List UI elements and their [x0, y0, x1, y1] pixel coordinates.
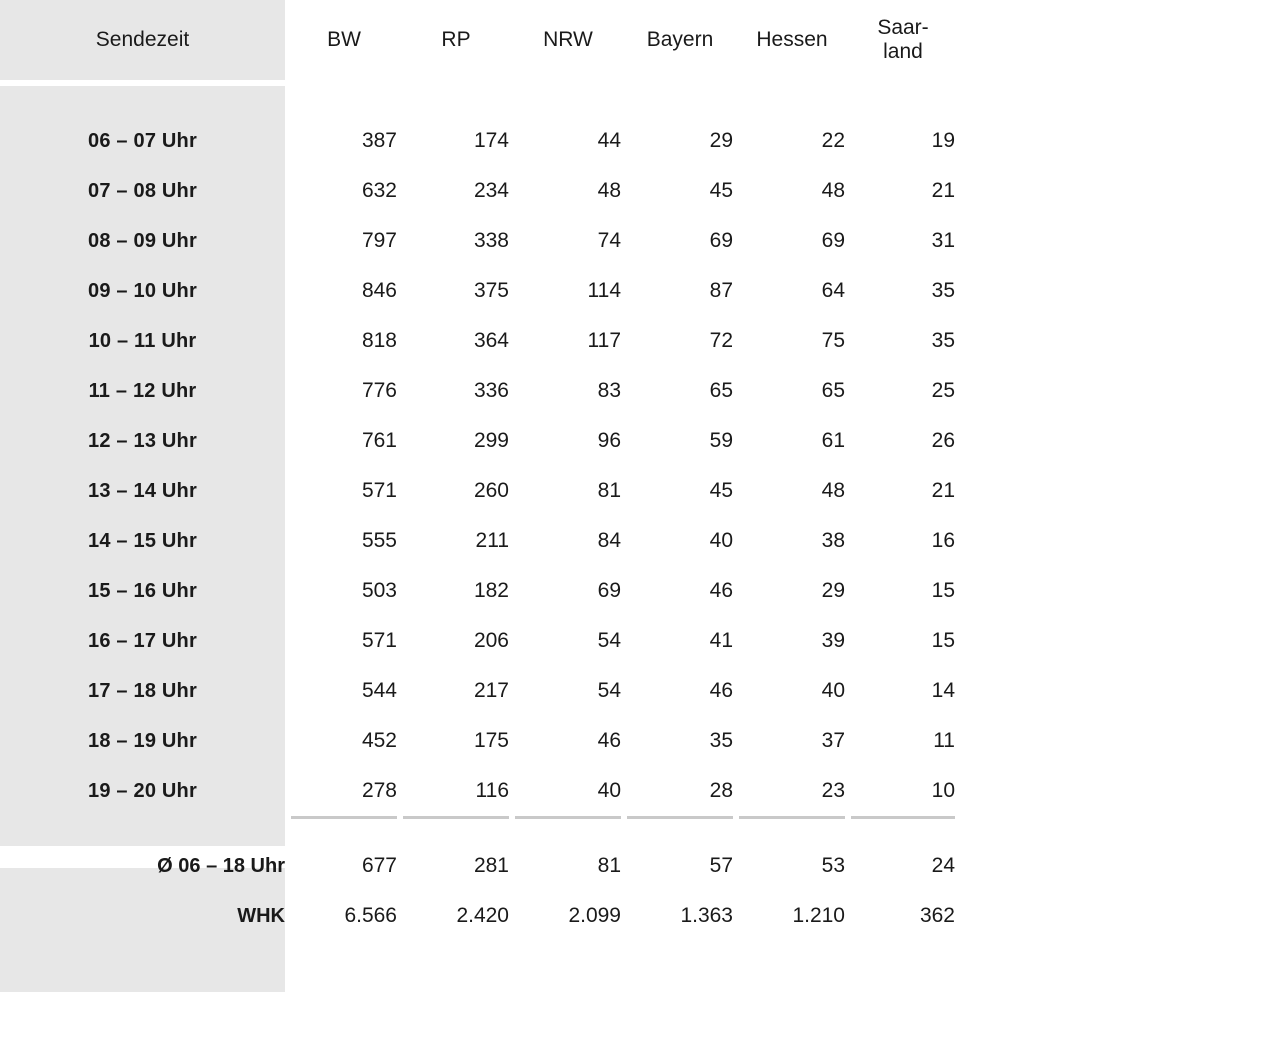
- table-row: [0, 466, 955, 516]
- table-cell-value: 31: [848, 216, 955, 266]
- row-label: 10 – 11 Uhr: [88, 329, 197, 352]
- header-gap-cell-values: [288, 80, 955, 116]
- table-cell-value: 117: [512, 316, 624, 366]
- table-cell-value: 65: [736, 366, 848, 416]
- table-cell-value: 114: [512, 266, 624, 316]
- table-row: [0, 566, 955, 616]
- summary-cell-value: 2.099: [512, 891, 624, 941]
- summary-cell-value: 53: [736, 841, 848, 891]
- table-cell-value: 375: [400, 266, 512, 316]
- table-cell-value: 818: [288, 316, 400, 366]
- table-cell-value: 35: [848, 266, 955, 316]
- row-label: 09 – 10 Uhr: [88, 279, 197, 302]
- row-label: 19 – 20 Uhr: [88, 780, 197, 803]
- column-header-nrw: NRW: [512, 0, 624, 80]
- table-cell-value: 776: [288, 366, 400, 416]
- table-cell-value: 571: [288, 616, 400, 666]
- table-cell-value: 11: [848, 716, 955, 766]
- row-label: 06 – 07 Uhr: [88, 129, 197, 152]
- row-label: 13 – 14 Uhr: [88, 479, 197, 502]
- row-label: 11 – 12 Uhr: [88, 379, 197, 402]
- table-cell-value: 46: [624, 666, 736, 716]
- table-cell-value: 26: [848, 416, 955, 466]
- summary-cell-value: 24: [848, 841, 955, 891]
- table-cell-value: 54: [512, 666, 624, 716]
- table-row: [0, 716, 955, 766]
- table-cell-value: 40: [624, 516, 736, 566]
- column-header-saarland-line1: Saar-: [877, 15, 929, 39]
- table-cell-value: 48: [736, 166, 848, 216]
- table-cell-value: 48: [512, 166, 624, 216]
- table-cell-value: 387: [288, 116, 400, 166]
- table-cell-value: 29: [736, 566, 848, 616]
- table-cell-value: 46: [512, 716, 624, 766]
- table-cell-value: 338: [400, 216, 512, 266]
- table-cell-value: 25: [848, 366, 955, 416]
- table-header-row: [0, 0, 955, 80]
- table-cell-value: 211: [400, 516, 512, 566]
- table-cell-value: 182: [400, 566, 512, 616]
- table-cell-value: 37: [736, 716, 848, 766]
- table-cell-value: 69: [736, 216, 848, 266]
- row-label: 15 – 16 Uhr: [88, 579, 197, 602]
- summary-cell-value: 362: [848, 891, 955, 941]
- table-cell-value: 65: [624, 366, 736, 416]
- table-cell-value: 45: [624, 166, 736, 216]
- summary-cell-value: 81: [512, 841, 624, 891]
- table-cell-value: 59: [624, 416, 736, 466]
- table-cell-value: 234: [400, 166, 512, 216]
- table-row: [0, 416, 955, 466]
- table-cell-value: 44: [512, 116, 624, 166]
- table-cell-value: 217: [400, 666, 512, 716]
- table-cell-value: 555: [288, 516, 400, 566]
- table-cell-value: 175: [400, 716, 512, 766]
- table-cell-value: 81: [512, 466, 624, 516]
- summary-cell-value: 6.566: [288, 891, 400, 941]
- row-label: 14 – 15 Uhr: [88, 529, 197, 552]
- summary-row-label: WHK: [237, 904, 285, 927]
- table-body: [0, 80, 955, 941]
- table-separator-line: [288, 818, 955, 842]
- table-cell-value: 75: [736, 316, 848, 366]
- table-cell-value: 174: [400, 116, 512, 166]
- table-cell-value: 38: [736, 516, 848, 566]
- table-summary-row: [0, 841, 955, 891]
- row-label: 08 – 09 Uhr: [88, 229, 197, 252]
- column-header-rp: RP: [400, 0, 512, 80]
- row-label: 17 – 18 Uhr: [88, 679, 197, 702]
- table-cell-value: 72: [624, 316, 736, 366]
- column-header-hessen: Hessen: [736, 0, 848, 80]
- table-row: [0, 516, 955, 566]
- table-separator-spacer: [0, 818, 288, 842]
- summary-cell-value: 1.363: [624, 891, 736, 941]
- table-row: [0, 266, 955, 316]
- table-cell-value: 48: [736, 466, 848, 516]
- table-cell-value: 83: [512, 366, 624, 416]
- table-cell-value: 87: [624, 266, 736, 316]
- column-header-bayern: Bayern: [624, 0, 736, 80]
- table-cell-value: 544: [288, 666, 400, 716]
- table-cell-value: 503: [288, 566, 400, 616]
- table-cell-value: 15: [848, 616, 955, 666]
- table-header: [0, 0, 955, 80]
- header-gap-row: [0, 80, 955, 116]
- table-cell-value: 116: [400, 766, 512, 818]
- table-cell-value: 35: [848, 316, 955, 366]
- table-cell-value: 45: [624, 466, 736, 516]
- table-row: [0, 166, 955, 216]
- summary-cell-value: 57: [624, 841, 736, 891]
- table-cell-value: 299: [400, 416, 512, 466]
- table-cell-value: 69: [624, 216, 736, 266]
- table-cell-value: 364: [400, 316, 512, 366]
- table-cell-value: 40: [736, 666, 848, 716]
- table-cell-value: 452: [288, 716, 400, 766]
- table-cell-value: 39: [736, 616, 848, 666]
- table-cell-value: 571: [288, 466, 400, 516]
- column-header-bw: BW: [288, 0, 400, 80]
- header-gap-cell: [0, 80, 288, 116]
- table-cell-value: 54: [512, 616, 624, 666]
- table-row: [0, 766, 955, 818]
- table-cell-value: 69: [512, 566, 624, 616]
- table-row: [0, 216, 955, 266]
- table-cell-value: 761: [288, 416, 400, 466]
- table-row: [0, 616, 955, 666]
- table-cell-value: 10: [848, 766, 955, 818]
- table-row: [0, 116, 955, 166]
- table-cell-value: 260: [400, 466, 512, 516]
- table-cell-value: 846: [288, 266, 400, 316]
- table-cell-value: 19: [848, 116, 955, 166]
- table-cell-value: 21: [848, 166, 955, 216]
- table-cell-value: 64: [736, 266, 848, 316]
- table-separator-row: [0, 818, 955, 842]
- table-cell-value: 16: [848, 516, 955, 566]
- table-cell-value: 84: [512, 516, 624, 566]
- column-header-saarland-line2: land: [883, 40, 923, 63]
- table-cell-value: 278: [288, 766, 400, 818]
- column-header-saarland: [848, 0, 955, 80]
- table-cell-value: 40: [512, 766, 624, 818]
- table-cell-value: 74: [512, 216, 624, 266]
- table-cell-value: 797: [288, 216, 400, 266]
- table-row: [0, 366, 955, 416]
- table-row: [0, 666, 955, 716]
- table-cell-value: 336: [400, 366, 512, 416]
- table-cell-value: 15: [848, 566, 955, 616]
- table-cell-value: 46: [624, 566, 736, 616]
- table-cell-value: 96: [512, 416, 624, 466]
- table-cell-value: 35: [624, 716, 736, 766]
- column-header-sendezeit: Sendezeit: [95, 27, 190, 51]
- summary-cell-value: 1.210: [736, 891, 848, 941]
- table-cell-value: 22: [736, 116, 848, 166]
- summary-cell-value: 2.420: [400, 891, 512, 941]
- table-row: [0, 316, 955, 366]
- row-label: 18 – 19 Uhr: [88, 729, 197, 752]
- table-cell-value: 41: [624, 616, 736, 666]
- summary-cell-value: 281: [400, 841, 512, 891]
- table-cell-value: 23: [736, 766, 848, 818]
- summary-cell-value: 677: [288, 841, 400, 891]
- summary-row-label: Ø 06 – 18 Uhr: [157, 854, 285, 877]
- table-cell-value: 14: [848, 666, 955, 716]
- table-cell-value: 632: [288, 166, 400, 216]
- table-cell-value: 29: [624, 116, 736, 166]
- row-label: 07 – 08 Uhr: [88, 179, 197, 202]
- table-summary-row: [0, 891, 955, 941]
- table-cell-value: 61: [736, 416, 848, 466]
- row-label: 16 – 17 Uhr: [88, 629, 197, 652]
- row-label: 12 – 13 Uhr: [88, 429, 197, 452]
- table-cell-value: 206: [400, 616, 512, 666]
- table-cell-value: 21: [848, 466, 955, 516]
- table-cell-value: 28: [624, 766, 736, 818]
